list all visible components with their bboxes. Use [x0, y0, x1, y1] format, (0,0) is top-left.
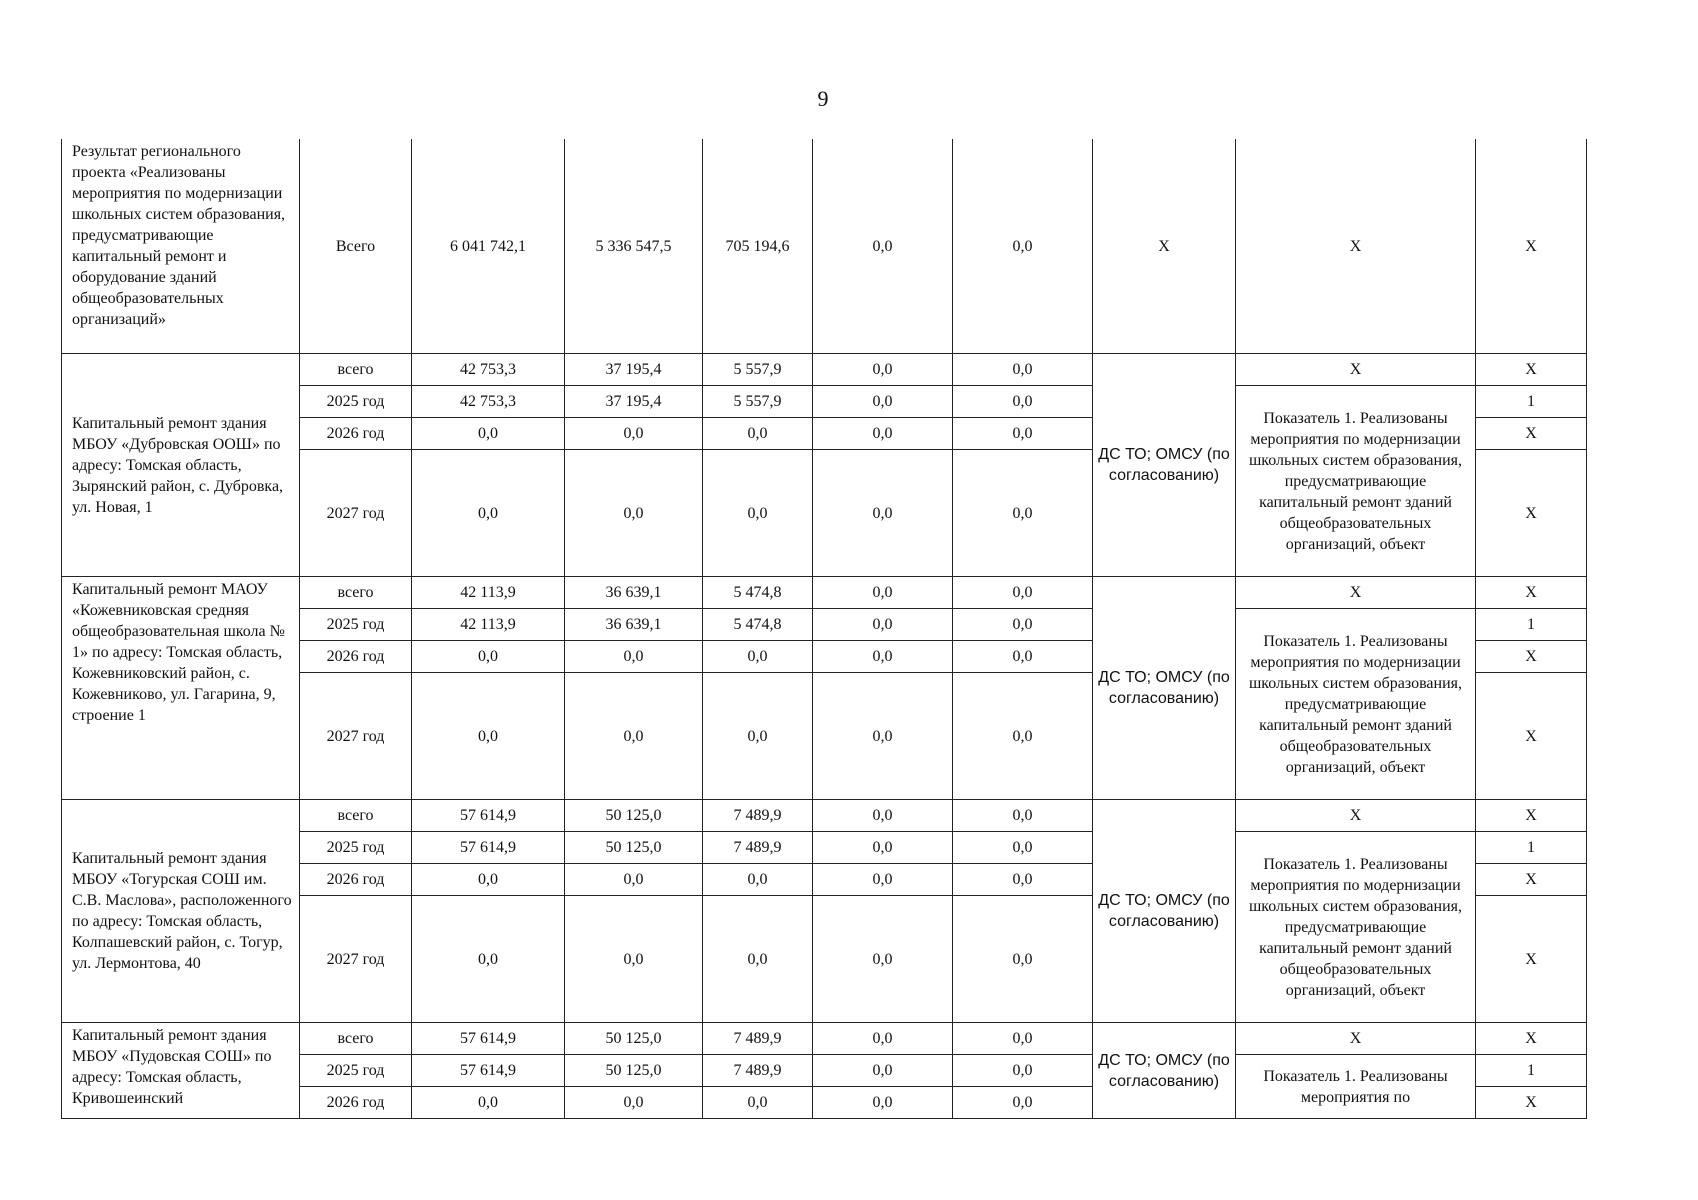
year-cell: 2025 год [300, 386, 412, 418]
value-cell: 42 113,9 [412, 609, 565, 641]
value-cell: 0,0 [813, 354, 953, 386]
responsible-cell: Х [1093, 139, 1236, 354]
indicator-value-cell: 1 [1476, 832, 1587, 864]
value-cell: 50 125,0 [565, 1023, 703, 1055]
indicator-value-cell: Х [1476, 800, 1587, 832]
year-cell: всего [300, 577, 412, 609]
value-cell: 0,0 [565, 1087, 703, 1119]
object-name: Капитальный ремонт здания МБОУ «Пудовская СОШ» по адресу: Томская область, Кривошеинский [62, 1023, 300, 1119]
indicator-cell: Показатель 1. Реализованы мероприятия по [1236, 1055, 1476, 1119]
value-cell: 0,0 [565, 450, 703, 577]
value-cell: 7 489,9 [703, 1023, 813, 1055]
value-cell: 0,0 [565, 641, 703, 673]
value-cell: 705 194,6 [703, 139, 813, 354]
indicator-value-cell: Х [1476, 577, 1587, 609]
value-cell: 0,0 [953, 609, 1093, 641]
value-cell: 0,0 [953, 577, 1093, 609]
value-cell: 0,0 [565, 896, 703, 1023]
value-cell: 0,0 [813, 1023, 953, 1055]
value-cell: 0,0 [813, 609, 953, 641]
value-cell: 0,0 [813, 896, 953, 1023]
indicator-cell: Показатель 1. Реализованы мероприятия по модернизации школьных систем образования, предусматривающие капитальный ремонт зданий общеобразовательных организаций, объект [1236, 832, 1476, 1023]
value-cell: 0,0 [953, 832, 1093, 864]
table-row [62, 577, 1587, 609]
year-cell: 2025 год [300, 1055, 412, 1087]
indicator-cell: Х [1236, 800, 1476, 832]
value-cell: 50 125,0 [565, 800, 703, 832]
indicator-value-cell: 1 [1476, 1055, 1587, 1087]
value-cell: 0,0 [703, 673, 813, 800]
year-cell: 2026 год [300, 418, 412, 450]
value-cell: 0,0 [813, 418, 953, 450]
value-cell: 37 195,4 [565, 354, 703, 386]
value-cell: 0,0 [953, 1023, 1093, 1055]
year-cell: всего [300, 1023, 412, 1055]
responsible-cell: ДС ТО; ОМСУ (по согласованию) [1093, 354, 1236, 577]
table-row [62, 800, 1587, 832]
value-cell: 42 113,9 [412, 577, 565, 609]
value-cell: 6 041 742,1 [412, 139, 565, 354]
value-cell: 0,0 [953, 139, 1093, 354]
value-cell: 42 753,3 [412, 386, 565, 418]
value-cell: 0,0 [953, 896, 1093, 1023]
year-cell: 2026 год [300, 1087, 412, 1119]
value-cell: 0,0 [813, 641, 953, 673]
value-cell: 0,0 [813, 386, 953, 418]
value-cell: 0,0 [953, 641, 1093, 673]
value-cell: 0,0 [565, 418, 703, 450]
value-cell: 0,0 [412, 418, 565, 450]
indicator-value-cell: Х [1476, 139, 1587, 354]
table-row [62, 354, 1587, 386]
value-cell: 7 489,9 [703, 1055, 813, 1087]
value-cell: 5 474,8 [703, 609, 813, 641]
value-cell: 0,0 [813, 1087, 953, 1119]
value-cell: 0,0 [953, 800, 1093, 832]
value-cell: 0,0 [813, 139, 953, 354]
indicator-value-cell: Х [1476, 896, 1587, 1023]
value-cell: 0,0 [412, 1087, 565, 1119]
value-cell: 0,0 [412, 450, 565, 577]
value-cell: 5 557,9 [703, 386, 813, 418]
value-cell: 0,0 [953, 1087, 1093, 1119]
value-cell: 0,0 [953, 450, 1093, 577]
indicator-cell: Х [1236, 139, 1476, 354]
value-cell: 5 474,8 [703, 577, 813, 609]
indicator-value-cell: Х [1476, 641, 1587, 673]
value-cell: 0,0 [412, 864, 565, 896]
value-cell: 7 489,9 [703, 800, 813, 832]
value-cell: 50 125,0 [565, 1055, 703, 1087]
value-cell: 0,0 [813, 800, 953, 832]
value-cell: 0,0 [813, 864, 953, 896]
year-cell: 2027 год [300, 896, 412, 1023]
indicator-value-cell: Х [1476, 418, 1587, 450]
indicator-value-cell: Х [1476, 864, 1587, 896]
indicator-cell: Показатель 1. Реализованы мероприятия по модернизации школьных систем образования, предусматривающие капитальный ремонт зданий общеобразовательных организаций, объект [1236, 609, 1476, 800]
object-name: Капитальный ремонт здания МБОУ «Тогурская СОШ им. С.В. Маслова», расположенного по адресу: Томская область, Колпашевский район, с. Тогур, ул. Лермонтова, 40 [62, 800, 300, 1023]
value-cell: 42 753,3 [412, 354, 565, 386]
value-cell: 0,0 [953, 673, 1093, 800]
year-cell: 2026 год [300, 641, 412, 673]
year-cell: 2025 год [300, 609, 412, 641]
regional-result-name: Результат регионального проекта «Реализованы мероприятия по модернизации школьных систем образования, предусматривающие капитальный ремонт и оборудование зданий общеобразовательных организаций» [62, 139, 300, 354]
indicator-cell: Х [1236, 577, 1476, 609]
year-cell: 2025 год [300, 832, 412, 864]
value-cell: 0,0 [813, 832, 953, 864]
indicator-value-cell: Х [1476, 673, 1587, 800]
table-row [62, 1023, 1587, 1055]
value-cell: 5 336 547,5 [565, 139, 703, 354]
value-cell: 57 614,9 [412, 1055, 565, 1087]
value-cell: 0,0 [565, 864, 703, 896]
value-cell: 0,0 [703, 641, 813, 673]
object-name: Капитальный ремонт здания МБОУ «Дубровская ООШ» по адресу: Томская область, Зырянский район, с. Дубровка, ул. Новая, 1 [62, 354, 300, 577]
value-cell: 0,0 [703, 418, 813, 450]
indicator-value-cell: Х [1476, 450, 1587, 577]
value-cell: 0,0 [953, 354, 1093, 386]
value-cell: 0,0 [813, 673, 953, 800]
page-number: 9 [817, 86, 829, 111]
year-cell: Всего [300, 139, 412, 354]
value-cell: 36 639,1 [565, 609, 703, 641]
value-cell: 0,0 [953, 864, 1093, 896]
year-cell: всего [300, 354, 412, 386]
object-name: Капитальный ремонт МАОУ «Кожевниковская средняя общеобразовательная школа № 1» по адресу: Томская область, Кожевниковский район, с. Кожевниково, ул. Гагарина, 9, строение 1 [62, 577, 300, 800]
value-cell: 0,0 [703, 1087, 813, 1119]
value-cell: 0,0 [565, 673, 703, 800]
year-cell: 2026 год [300, 864, 412, 896]
indicator-value-cell: Х [1476, 354, 1587, 386]
responsible-cell: ДС ТО; ОМСУ (по согласованию) [1093, 577, 1236, 800]
budget-table [61, 139, 1587, 1119]
value-cell: 5 557,9 [703, 354, 813, 386]
table-row [62, 139, 1587, 354]
indicator-value-cell: 1 [1476, 609, 1587, 641]
value-cell: 57 614,9 [412, 800, 565, 832]
year-cell: 2027 год [300, 450, 412, 577]
value-cell: 57 614,9 [412, 832, 565, 864]
year-cell: всего [300, 800, 412, 832]
value-cell: 36 639,1 [565, 577, 703, 609]
indicator-value-cell: Х [1476, 1023, 1587, 1055]
indicator-cell: Х [1236, 354, 1476, 386]
value-cell: 50 125,0 [565, 832, 703, 864]
indicator-cell: Х [1236, 1023, 1476, 1055]
value-cell: 0,0 [412, 641, 565, 673]
value-cell: 0,0 [813, 577, 953, 609]
value-cell: 0,0 [703, 864, 813, 896]
responsible-cell: ДС ТО; ОМСУ (по согласованию) [1093, 800, 1236, 1023]
indicator-cell: Показатель 1. Реализованы мероприятия по модернизации школьных систем образования, предусматривающие капитальный ремонт зданий общеобразовательных организаций, объект [1236, 386, 1476, 577]
value-cell: 0,0 [813, 1055, 953, 1087]
value-cell: 0,0 [953, 1055, 1093, 1087]
indicator-value-cell: 1 [1476, 386, 1587, 418]
value-cell: 0,0 [813, 450, 953, 577]
value-cell: 0,0 [412, 673, 565, 800]
value-cell: 57 614,9 [412, 1023, 565, 1055]
year-cell: 2027 год [300, 673, 412, 800]
value-cell: 0,0 [703, 896, 813, 1023]
value-cell: 37 195,4 [565, 386, 703, 418]
value-cell: 7 489,9 [703, 832, 813, 864]
value-cell: 0,0 [703, 450, 813, 577]
responsible-cell: ДС ТО; ОМСУ (по согласованию) [1093, 1023, 1236, 1119]
value-cell: 0,0 [412, 896, 565, 1023]
value-cell: 0,0 [953, 418, 1093, 450]
indicator-value-cell: Х [1476, 1087, 1587, 1119]
value-cell: 0,0 [953, 386, 1093, 418]
